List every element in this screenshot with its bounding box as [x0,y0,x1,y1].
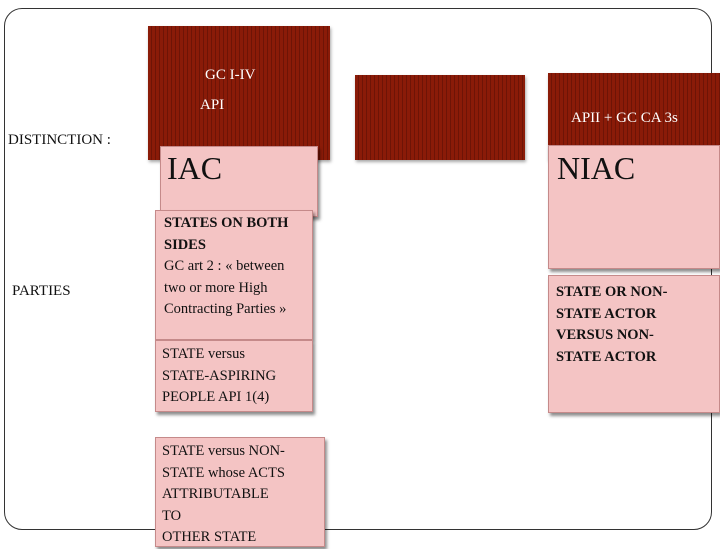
middle-header-block [355,75,525,160]
api-header-line2: API [200,97,225,113]
iac-parties-3-body: STATE versus NON- STATE whose ACTS ATTRIBUTABLE TO OTHER STATE [162,443,285,545]
parties-label: PARTIES [12,283,71,299]
iac-parties-box-2 [155,340,313,412]
iac-parties-2-body: STATE versus STATE-ASPIRING PEOPLE API 1(4) [162,346,277,405]
distinction-label: DISTINCTION : [8,132,111,148]
iac-parties-1-title: STATES ON BOTH SIDES [164,215,289,253]
iac-box [160,146,318,217]
iac-parties-box-1 [155,210,313,340]
apii-header-label: APII + GC CA 3s [571,110,678,126]
niac-parties-box [548,275,720,413]
niac-label: NIAC [557,150,636,186]
iac-label: IAC [167,150,223,186]
iac-parties-box-3 [155,437,325,547]
api-header-line1: GC I-IV [205,67,256,83]
niac-parties-title: STATE OR NON- STATE ACTOR VERSUS NON- STATE ACTOR [556,284,668,365]
iac-parties-1-body: GC art 2 : « between two or more High Contracting Parties » [164,258,287,317]
niac-box [548,145,720,269]
api-header-block [148,26,330,160]
